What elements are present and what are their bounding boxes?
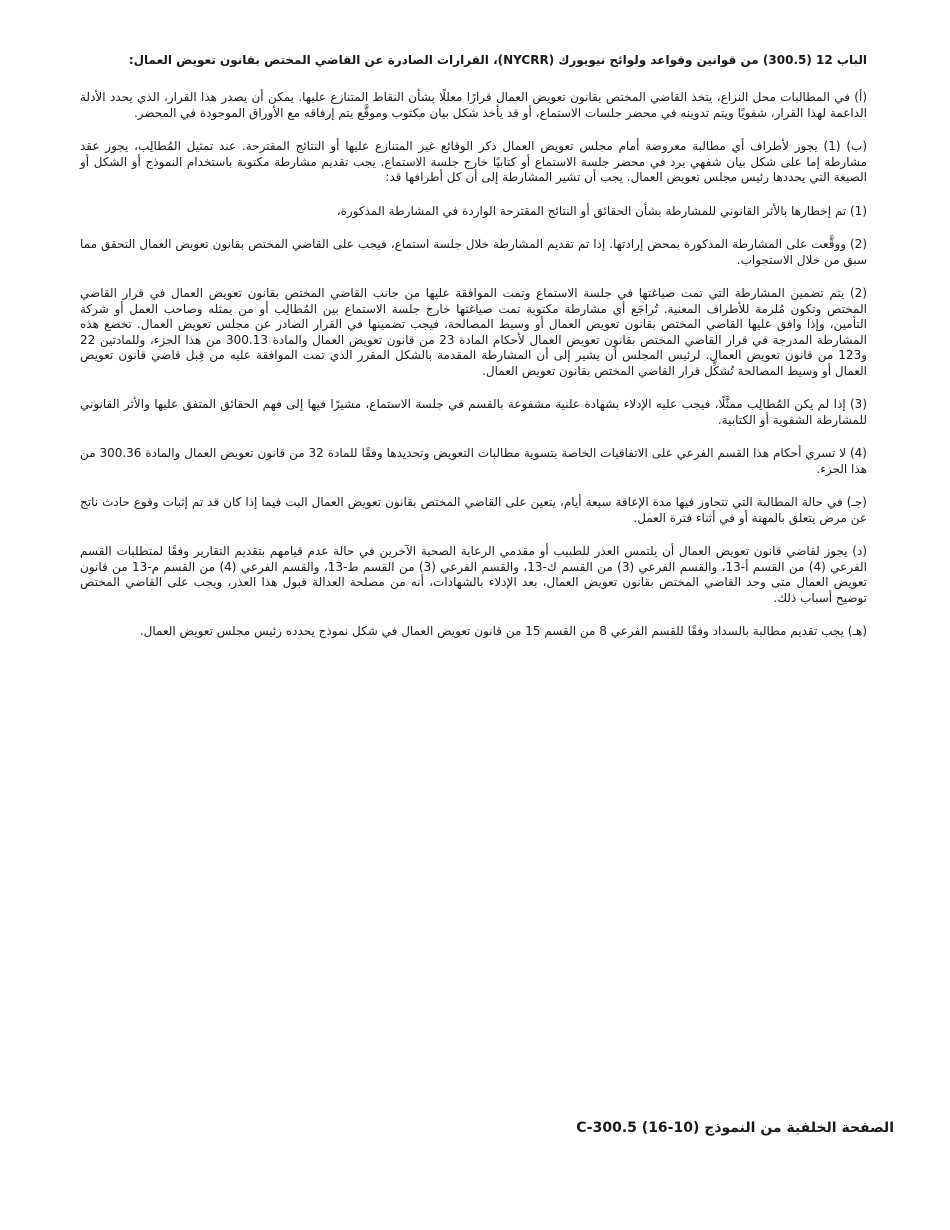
paragraph-b-1-item-2: (2) ووقَّعت على المشارطة المذكورة بمحض إرادتها. إذا تم تقديم المشارطة خلال جلسة استماع، فيجب على القاضي المختص بقانون تعويض العمال التحقق مما سبق من خلال الاستجواب. <box>80 237 867 267</box>
paragraph-c: (جـ) في حالة المطالبة التي تتجاوز فيها مدة الإعاقة سبعة أيام، يتعين على القاضي المختص بقانون تعويض العمال البت فيما إذا كان قد تم إثبات وقوع حادث ناتج عن مرض يتعلق بالمهنة أو في أثناء فترة العمل. <box>80 495 867 525</box>
paragraph-a: (أ) في المطالبات محل النزاع، يتخذ القاضي المختص بقانون تعويض العمال قرارًا معللًا بشأن النقاط المتنازع عليها. يمكن أن يصدر هذا القرار، الذي يحدد الأدلة الداعمة لهذا القرار، شفويًا ويتم تدوينه في محضر جلسات الاستماع، أو قد يأخذ شكل بيان مكتوب وموقَّع يتم إرفاقه مع الأوراق الموجودة في المحضر. <box>80 90 867 120</box>
paragraph-b-4: (4) لا تسري أحكام هذا القسم الفرعي على الاتفاقيات الخاصة بتسوية مطالبات التعويض وتحديدها وفقًا للمادة 32 من قانون تعويض العمال والمادة 300.36 من هذا الجزء. <box>80 446 867 476</box>
paragraph-d: (د) يجوز لقاضي قانون تعويض العمال أن يلتمس العذر للطبيب أو مقدمي الرعاية الصحية الآخرين في حالة عدم قيامهم بتقديم التقارير وفقًا لمتطلبات القسم الفرعي (4) من القسم أ-13، والقسم الفرعي (3) من القسم ك-13، والقسم الفرعي (3) من القسم ط-13، والقسم الفرعي (4) من القسم م-13 من قانون تعويض العمال متى وجد القاضي المختص بقانون تعويض العمال، بعد الإدلاء بالشهادات، أنه من مصلحة العدالة قبول هذا العذر، ويجب على القاضي المختص توضيح أسباب ذلك. <box>80 544 868 605</box>
paragraph-e: (هـ) يجب تقديم مطالبة بالسداد وفقًا للقسم الفرعي 8 من القسم 15 من قانون تعويض العمال في شكل نموذج يحدده رئيس مجلس تعويض العمال. <box>139 624 867 638</box>
paragraph-b-1: (ب) (1) يجوز لأطراف أي مطالبة معروضة أمام مجلس تعويض العمال ذكر الوقائع غير المتنازع عليها أو النتائج المقترحة. عند تمثيل المُطالِب، يجوز عقد مشارطة إما على شكل بيان شفهي يرد في محضر جلسة الاستماع أو كتابيًا خارج جلسة الاستماع. يجب تقديم مشارطة مكتوبة باستخدام النموذج أو الشكل أو الصيغة التي يحددها رئيس مجلس تعويض العمال. يجب أن تشير المشارطة إلى أن كل أطرافها قد: <box>80 139 868 184</box>
paragraph-b-3: (3) إذا لم يكن المُطالِب ممثَّلًا، فيجب عليه الإدلاء بشهادة علنية مشفوعة بالقسم في جلسة الاستماع، مشيرًا فيها إلى فهم الحقائق المتفق عليها والأثر القانوني للمشارطة الشفوية أو الكتابية. <box>80 397 867 427</box>
document-body <box>80 52 867 658</box>
paragraph-b-1-item-1: (1) تم إخطارها بالأثر القانوني للمشارطة بشأن الحقائق أو النتائج المقترحة الواردة في المشارطة المذكورة، <box>336 203 867 218</box>
paragraph-b-2: (2) يتم تضمين المشارطة التي تمت صياغتها في جلسة الاستماع وتمت الموافقة عليها من جانب القاضي المختص بقانون تعويض العمال في قرار القاضي المختص وتكون مُلزمة للأطراف المعنية. تُراجَع أي مشارطة مكتوبة تمت صياغتها خارج جلسة الاستماع بين المُطالِب أو من يمثله وصاحب العمل أو شركة التأمين، وإذا وافق عليها القاضي المختص بقانون تعويض العمال أو وسيط المصالحة، فيجب تضمينها في القرار الصادر عن مجلس تعويض العمال. تخضع هذه المشارطة المدرجة في قرار القاضي المختص بقانون تعويض العمال لأحكام المادة 23 من قانون تعويض العمال والمادة 300.13 من هذا الجزء، وللمادتين 22 و123 من قانون تعويض العمال. لرئيس المجلس أن يشير إلى أن المشارطة المقدمة بالشكل المقرر الذي تمت الموافقة عليه من قِبل قاضي قانون تعويض العمال أو وسيط المصالحة تُشكِّل قرار القاضي المختص بقانون تعويض العمال. <box>80 286 867 378</box>
form-footer: الصفحة الخلفية من النموذج (10-16) C-300.5 <box>576 1120 894 1136</box>
section-heading: الباب 12 (300.5) من قوانين وقواعد ولوائح نيويورك (NYCRR)، القرارات الصادرة عن القاضي المختص بقانون تعويض العمال: <box>128 53 867 67</box>
